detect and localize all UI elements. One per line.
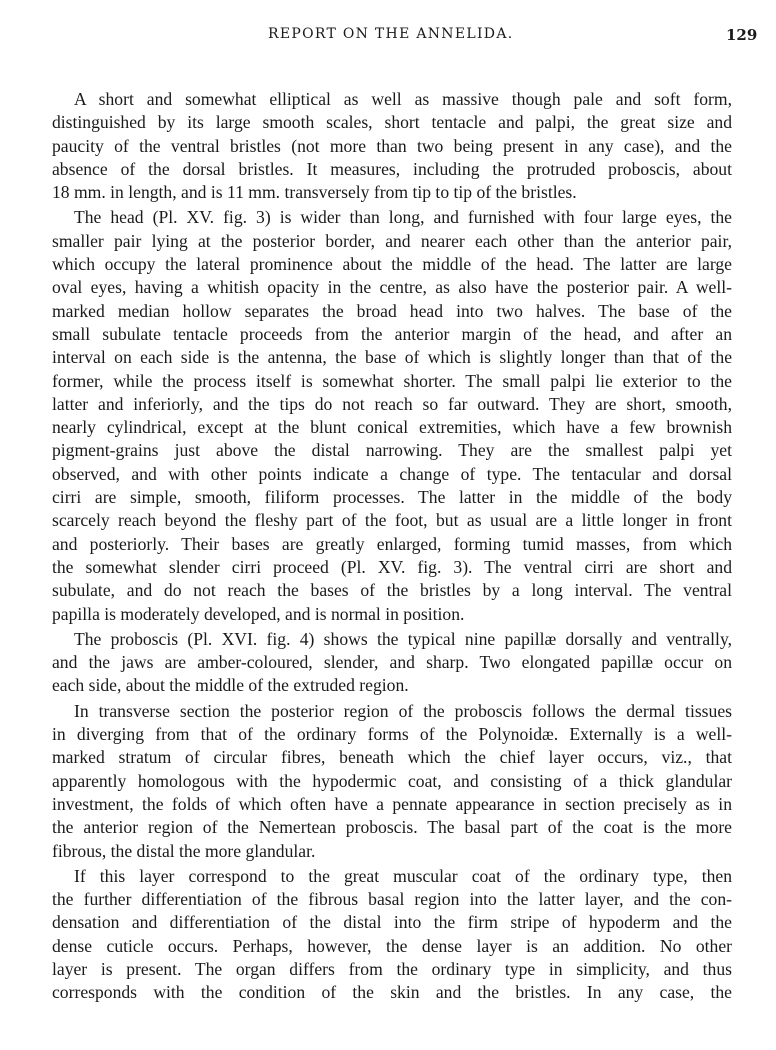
- paragraph: [52, 206, 732, 625]
- text-line: If this layer correspond to the great muscular coat of the ordinary type, then: [74, 865, 732, 886]
- text-line: investment, the folds of which often have a pennate appearance in section precisely as in: [52, 793, 732, 814]
- text-line: oval eyes, having a whitish opacity in the centre, as also have the posterior pair. A well-: [52, 277, 732, 298]
- text-line: The head (Pl. XV. fig. 3) is wider than long, and furnished with four large eyes, the: [74, 207, 732, 228]
- text-line: The proboscis (Pl. XVI. fig. 4) shows the typical nine papillæ dorsally and ventrally,: [74, 628, 732, 649]
- text-line: and the jaws are amber-coloured, slender, and sharp. Two elongated papillæ occur on: [52, 652, 732, 673]
- body-text: [52, 88, 732, 1007]
- text-line: papilla is moderately developed, and is normal in position.: [52, 603, 465, 624]
- text-line: in diverging from that of the ordinary forms of the Polynoidæ. Externally is a well-: [52, 724, 732, 745]
- page-header: [0, 26, 776, 48]
- text-line: fibrous, the distal the more glandular.: [52, 840, 316, 861]
- paragraph: [52, 700, 732, 863]
- paragraph: [52, 88, 732, 204]
- text-line: layer is present. The organ differs from the ordinary type in simplicity, and thus: [52, 958, 732, 979]
- text-line: interval on each side is the antenna, the base of which is slightly longer than that of the: [52, 347, 732, 368]
- text-line: smaller pair lying at the posterior border, and nearer each other than the anterior pair,: [52, 230, 732, 251]
- text-line: corresponds with the condition of the skin and the bristles. In any case, the: [52, 982, 732, 1003]
- text-line: cirri are simple, smooth, filiform processes. The latter in the middle of the body: [52, 487, 732, 508]
- text-line: subulate, and do not reach the bases of the bristles by a long interval. The ventral: [52, 580, 732, 601]
- text-line: absence of the dorsal bristles. It measures, including the protruded proboscis, about: [52, 158, 732, 179]
- text-line: distinguished by its large smooth scales, short tentacle and palpi, the great size and: [52, 112, 732, 133]
- text-line: each side, about the middle of the extruded region.: [52, 675, 409, 696]
- text-line: In transverse section the posterior region of the proboscis follows the dermal tissues: [74, 700, 732, 721]
- text-line: 18 mm. in length, and is 11 mm. transversely from tip to tip of the bristles.: [52, 182, 577, 203]
- text-line: marked stratum of circular fibres, beneath which the chief layer occurs, viz., that: [52, 747, 732, 768]
- text-line: A short and somewhat elliptical as well as massive though pale and soft form,: [74, 89, 732, 109]
- text-line: marked median hollow separates the broad head into two halves. The base of the: [52, 300, 732, 321]
- paragraph: [52, 628, 732, 698]
- text-line: small subulate tentacle proceeds from the anterior margin of the head, and after an: [52, 323, 732, 344]
- text-line: observed, and with other points indicate a change of type. The tentacular and dorsal: [52, 463, 732, 484]
- text-line: apparently homologous with the hypodermic coat, and consisting of a thick glandular: [52, 770, 732, 791]
- paragraph: [52, 865, 732, 1005]
- text-line: latter and inferiorly, and the tips do not reach so far outward. They are short, smooth,: [52, 393, 732, 414]
- text-line: former, while the process itself is somewhat shorter. The small palpi lie exterior to the: [52, 370, 732, 391]
- text-line: the somewhat slender cirri proceed (Pl. XV. fig. 3). The ventral cirri are short and: [52, 556, 732, 577]
- text-line: dense cuticle occurs. Perhaps, however, the dense layer is an addition. No other: [52, 935, 732, 956]
- text-line: the further differentiation of the fibrous basal region into the latter layer, and the con-: [52, 889, 732, 910]
- text-line: pigment-grains just above the distal narrowing. They are the smallest palpi yet: [52, 440, 732, 461]
- text-line: densation and differentiation of the distal into the firm stripe of hypoderm and the: [52, 912, 732, 933]
- running-title: REPORT ON THE ANNELIDA.: [268, 26, 514, 42]
- page-number: 129: [726, 26, 758, 44]
- text-line: and posteriorly. Their bases are greatly enlarged, forming tumid masses, from which: [52, 533, 732, 554]
- text-line: paucity of the ventral bristles (not more than two being present in any case), and the: [52, 135, 732, 156]
- text-line: scarcely reach beyond the fleshy part of the foot, but as usual are a little longer in front: [52, 510, 732, 531]
- text-line: nearly cylindrical, except at the blunt conical extremities, which have a few brownish: [52, 417, 732, 438]
- text-line: which occupy the lateral prominence about the middle of the head. The latter are large: [52, 254, 732, 275]
- text-line: the anterior region of the Nemertean proboscis. The basal part of the coat is the more: [52, 817, 732, 838]
